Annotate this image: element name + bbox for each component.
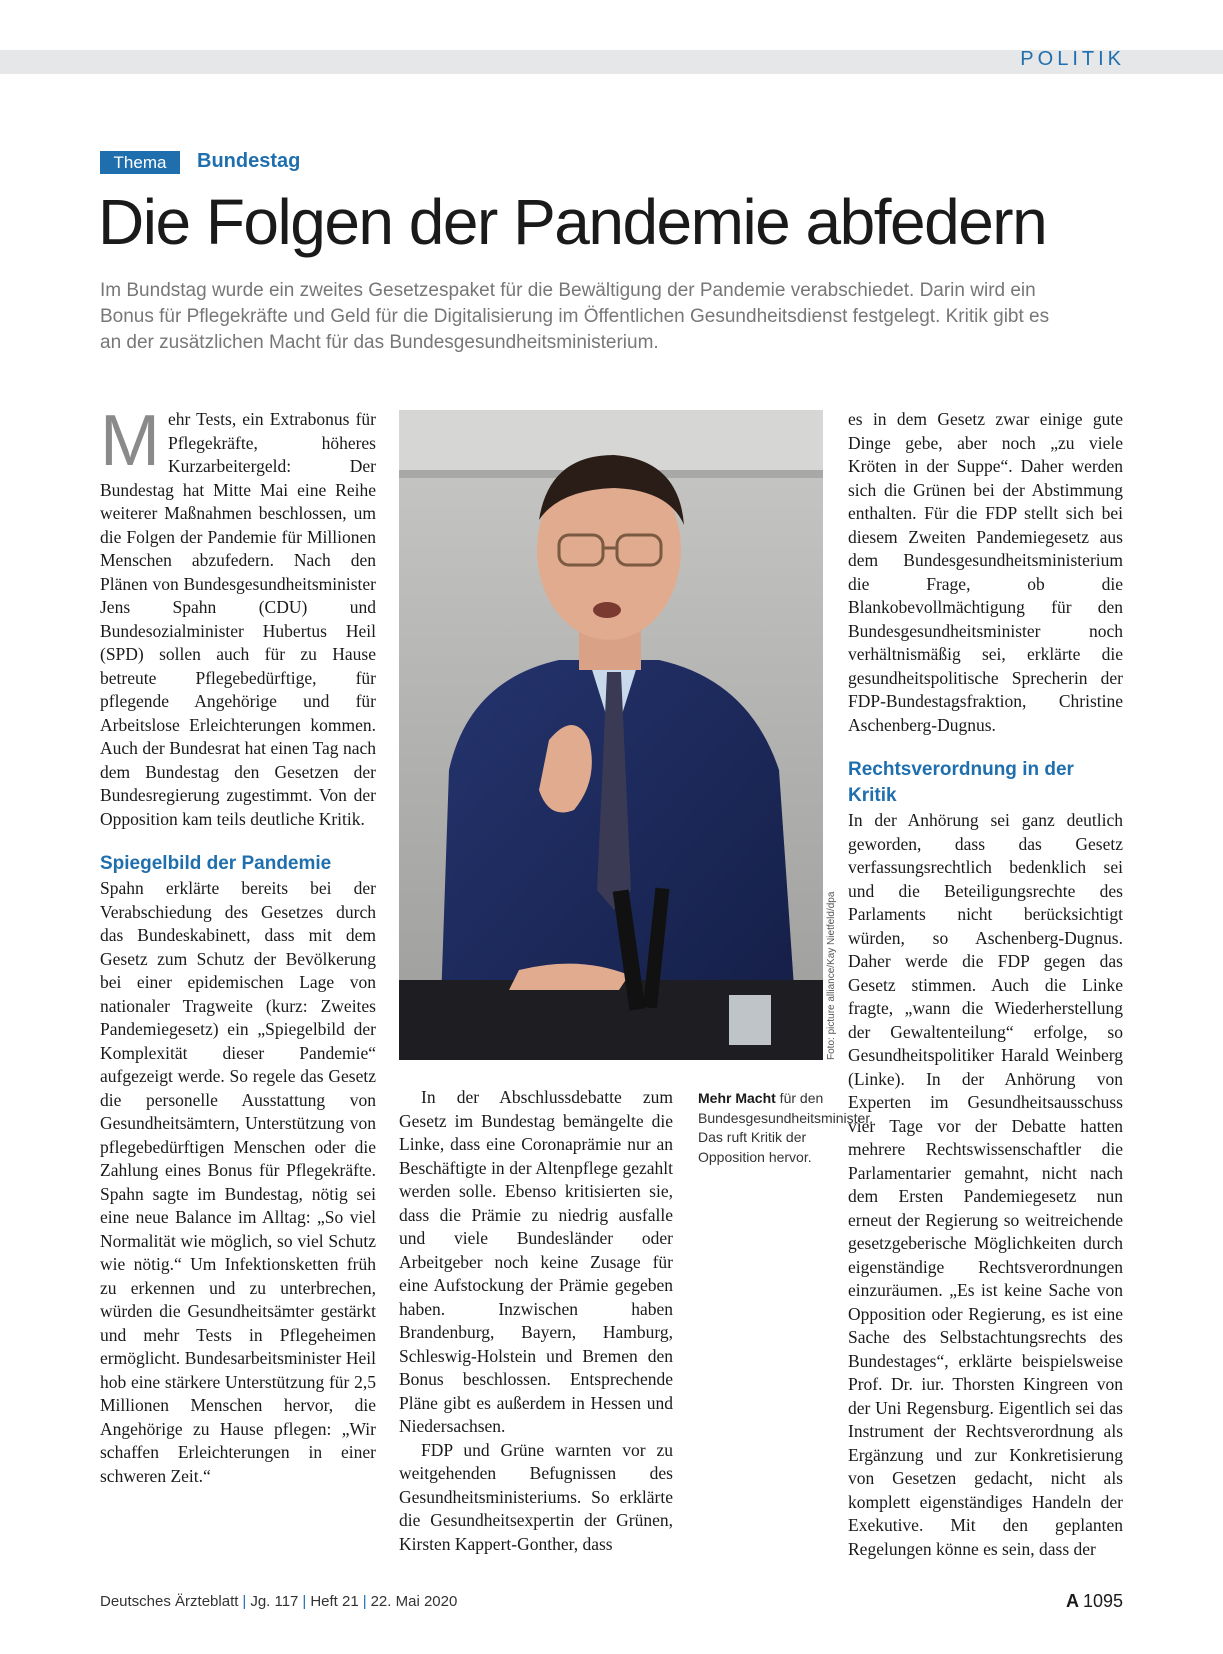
speaker-illustration: [399, 410, 823, 1060]
headline: Die Folgen der Pandemie abfedern: [98, 186, 1047, 258]
volume: Jg. 117: [250, 1593, 299, 1610]
paragraph-text: ehr Tests, ein Extrabonus für Pflegekräfte, höheres Kurzarbeitergeld: Der Bundestag hat Mitte Mai eine Reihe weiterer Maßnahmen beschlossen, um die Folgen der Pandemie für Millionen Menschen abzufedern. Nach den Plänen von Bundesgesundheitsminister Jens Spahn (CDU) und Bundesozialminister Hubertus Heil (SPD) sollen auch für zu Hause betreute Pflegebedürftige, für pflegende Angehörige und für Arbeitslose Erleichterungen kommen. Auch der Bundesrat hat einen Tag nach dem Bundestag den Gesetzen der Bundesregierung zugestimmt. Von der Opposition kam teils deutliche Kritik.: [100, 409, 376, 829]
drop-cap: M: [100, 401, 160, 481]
caption-text: für den Bundesgesundheitsminister. Das ruft Kritik der Opposition hervor.: [698, 1090, 874, 1165]
paragraph: FDP und Grüne warnten vor zu weitgehenden Befugnissen des Gesundheitsministeriums. So erklärte die Gesundheitsexpertin der Grünen, Kirsten Kappert-Gonther, dass: [399, 1439, 673, 1554]
page-number: [1066, 1591, 1123, 1612]
paragraph: In der Anhörung sei ganz deutlich geworden, dass das Gesetz verfassungsrechtlich bedenklich sei und die Beteiligungsrechte des Parlaments nicht berücksichtigt würden, so Aschenberg-Dugnus. Daher werde die FDP gegen das Gesetz stimmen. Auch die Linke fragte, „wann die Wiederherstellung der Gewaltenteilung“ erfolge, so Gesundheitspolitiker Harald Weinberg (Linke). In der Anhörung von Experten im Gesundheitsausschuss vier Tage vor der Debatte hatten mehrere Rechtswissenschaftler die Parlamentarier gemahnt, nicht nach dem Ersten Pandemiegesetz nun erneut der Regierung so weitreichende gesetzgeberische Möglichkeiten durch eigenständige Rechtsverordnungen einzuräumen. „Es ist keine Sache von Opposition oder Regierung, es ist eine Sache des Selbstachtungsrechts des Bundestages“, erklärte beispielsweise Prof. Dr. iur. Thorsten Kingreen von der Uni Regensburg. Eigentlich sei das Instrument der Rechtsverordnung als Ergänzung und zur Konkretisierung von Gesetzen gedacht, nicht als komplett eigenständiges Handeln der Exekutive. Mit den geplanten Regelungen könne es sein, dass der: [848, 810, 1123, 1559]
section-label: POLITIK: [1020, 48, 1125, 70]
journal-name: Deutsches Ärzteblatt: [100, 1593, 239, 1610]
paragraph: Spahn erklärte bereits bei der Verabschiedung des Gesetzes durch das Bundeskabinett, dass mit dem Gesetz zum Schutz der Bevölkerung bei einer epidemischen Lage von nationaler Tragweite (kurz: Zweites Pandemiegesetz) ein „Spiegelbild der Komplexität dieser Pandemie“ aufgezeigt werde. So regele das Gesetz die personelle Ausstattung von Gesundheitsämtern, Unterstützung von pflegebedürftigen Menschen oder die Zahlung eines Bonus für Pflegekräfte. Spahn sagte im Bundestag, nötig sei eine neue Balance im Alltag: „So viel Normalität wie möglich, so viel Schutz wie nötig.“ Um Infektionsketten früh zu erkennen und zu unterbrechen, würden die Gesundheitsämter gestärkt und mehr Tests in Pflegeheimen ermöglicht. Bundesarbeitsminister Heil hob eine stärkere Unterstützung für 2,5 Millionen Menschen hervor, die Angehörige zu Hause pflegen: „Wir schaffen Erleichterungen in einer schweren Zeit.“: [100, 878, 376, 1486]
issue: Heft 21: [310, 1593, 359, 1610]
paragraph: In der Abschlussdebatte zum Gesetz im Bundestag bemängelte die Linke, dass eine Coronaprämie nur an Beschäftigte in der Altenpflege gezahlt werden solle. Ebenso kritisierten sie, dass die Prämie zu niedrig ausfalle und viele Bundesländer oder Arbeitgeber noch keine Zusage für eine Aufstockung der Prämie gegeben haben. Inzwischen haben Brandenburg, Bayern, Hamburg, Schleswig-Holstein und Bremen den Bonus beschlossen. Entsprechende Pläne gibt es außerdem in Hessen und Niedersachsen.: [399, 1087, 673, 1436]
column-1: [100, 401, 376, 1488]
page-number-value: 1095: [1082, 1591, 1123, 1611]
separator: |: [362, 1593, 367, 1610]
column-3: [848, 408, 1123, 1561]
subheading-rechtsverordnung: Rechtsverordnung in der Kritik: [848, 759, 1074, 806]
page-prefix: A: [1065, 1591, 1079, 1611]
separator: |: [302, 1593, 307, 1610]
first-paragraph: [100, 401, 376, 831]
paragraph: es in dem Gesetz zwar einige gute Dinge gebe, aber noch „zu viele Kröten in der Suppe“. Daher werden sich die Grünen bei der Abstimmung enthalten. Für die FDP stellt sich bei diesem Zweiten Pandemiegesetz aus dem Bundesgesundheitsministerium die Frage, ob die Blankobevollmächtigung für den Bundesgesundheitsminister noch verhältnismäßig sei, erklärte die gesundheitspolitische Sprecherin der FDP-Bundestagsfraktion, Christine Aschenberg-Dugnus.: [848, 409, 1123, 735]
column-2: [399, 1086, 673, 1556]
separator: |: [242, 1593, 247, 1610]
photo-minister: [399, 410, 823, 1060]
thema-tag: Thema: [100, 151, 180, 174]
subheading-spiegelbild: Spiegelbild der Pandemie: [100, 853, 332, 874]
lead-paragraph: Im Bundstag wurde ein zweites Gesetzespaket für die Bewältigung der Pandemie verabschiedet. Darin wird ein Bonus für Pflegekräfte und Geld für die Digitalisierung im Öffentlichen Gesundheitsdienst festgelegt. Kritik gibt es an der zusätzlichen Macht für das Bundesgesundheitsministerium.: [100, 280, 1050, 353]
caption-bold: Mehr Macht: [698, 1090, 776, 1106]
photo-caption: [698, 1089, 874, 1167]
photo-credit: Foto: picture alliance/Kay Nietfeld/dpa: [826, 891, 837, 1060]
date: 22. Mai 2020: [370, 1593, 458, 1610]
footer-citation: [100, 1593, 457, 1610]
thema-topic: Bundestag: [197, 150, 301, 172]
